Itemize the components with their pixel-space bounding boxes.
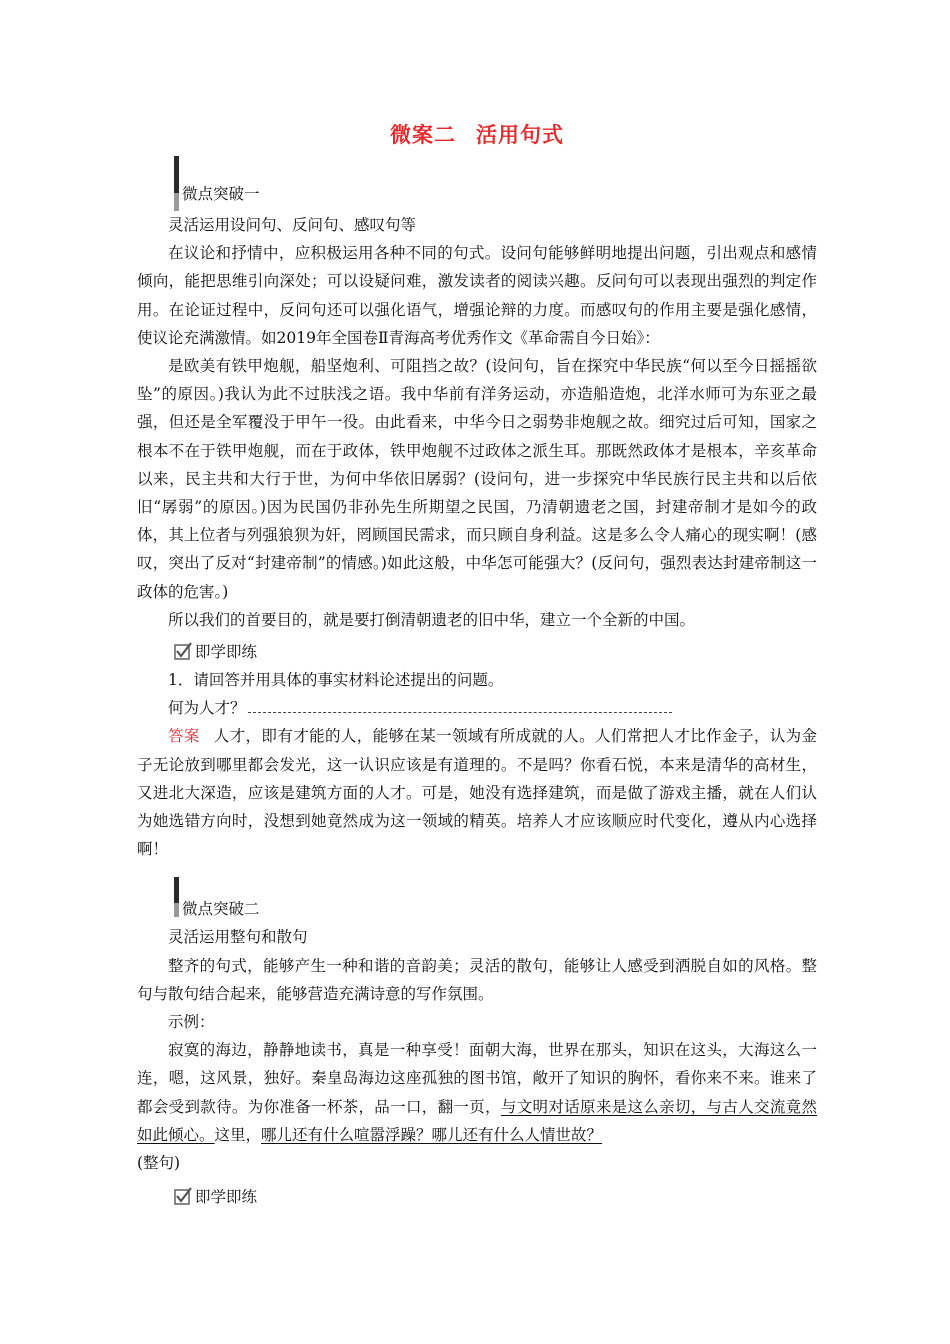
title-part-2: 活用句式 [476, 122, 564, 147]
answer-paragraph [137, 722, 817, 863]
section-1-conclusion: 所以我们的首要目的，就是要打倒清朝遗老的旧中华，建立一个全新的中国。 [168, 610, 696, 629]
section-2-example [137, 1036, 817, 1177]
title-part-1: 微案二 [390, 122, 456, 147]
example-label: 示例： [168, 1013, 215, 1032]
section-1-heading: 灵活运用设问句、反问句、感叹句等 [168, 216, 417, 234]
example-text: 寂寞的海边，静静地读书，真是一种享受！面朝大海，世界在那头，知识在这头，大海这么一连，嗯，这风景，独好。秦皇岛海边这座孤独的图书馆，敞开了知识的胸怀，看你来不来。谁来了都会受到款待。为你准备一杯茶，品一口，翻一页， [137, 1041, 817, 1116]
question-prompt [137, 694, 817, 722]
underlined-sentence-1: 与文明对话原来是这么亲切，与古人交流竟然如此倾心。 [137, 1097, 817, 1144]
section-1-example: 是欧美有铁甲炮舰，船坚炮利、可阻挡之故？(设问句，旨在探究中华民族“何以至今日摇摇欲坠”的原因。)我认为此不过肤浅之语。我中华前有洋务运动，亦造船造炮，北洋水师可为东亚之最强，但还是全军覆没于甲午一役。由此看来，中华今日之弱势非炮舰之故。细究过后可知，国家之根本不在于铁甲炮舰，而在于政体，铁甲炮舰不过政体之派生耳。那既然政体才是根本，辛亥革命以来，民主共和大行于世，为何中华依旧孱弱？(设问句，进一步探究中华民族行民主共和以后依旧“孱弱”的原因。)因为民国仍非孙先生所期望之民国，乃清朝遗老之国，封建帝制才是如今的政体，其上位者与列强狼狈为奸，罔顾国民需求，而只顾自身利益。这是多么令人痛心的现实啊！(感叹，突出了反对“封建帝制”的情感。)如此这般，中华怎可能强大？(反问句，强烈表达封建帝制这一政体的危害。) [137, 357, 817, 601]
section-2-intro: 整齐的句式，能够产生一种和谐的音韵美；灵活的散句，能够让人感受到洒脱自如的风格。整句与散句结合起来，能够营造充满诗意的写作氛围。 [137, 956, 817, 1003]
checkmark-icon [174, 1187, 192, 1205]
section-2-heading: 灵活运用整句和散句 [168, 928, 308, 947]
answer-blank [248, 697, 672, 713]
answer-label: 答案 [168, 727, 200, 746]
answer-text: 人才，即有才能的人，能够在某一领域有所成就的人。人们常把人才比作金子，认为金子无论放到哪里都会发光，这一认识应该是有道理的。不是吗？你看石悦，本来是清华的高材生，又进北大深造，应该是建筑方面的人才。可是，她没有选择建筑，而是做了游戏主播，就在人们认为她选错方向时，没想到她竟然成为这一领域的精英。培养人才应该顺应时代变化，遵从内心选择啊！ [137, 727, 817, 859]
example-note: (整句) [137, 1154, 181, 1173]
prompt-text: 何为人才？ [168, 699, 246, 718]
section-2-label: 微点突破二 [182, 900, 260, 919]
practice-header-2 [137, 1181, 817, 1211]
practice-header-1 [137, 636, 817, 666]
section-1-label: 微点突破一 [182, 185, 260, 203]
section-1-intro: 在议论和抒情中，应积极运用各种不同的句式。设问句能够鲜明地提出问题，引出观点和感情倾向，能把思维引向深处；可以设疑问难，激发读者的阅读兴趣。反问句可以表现出强烈的判定作用。在论证过程中，反问句还可以强化语气，增强论辩的力度。而感叹句的作用主要是强化感情，使议论充满激情。如2019年全国卷Ⅱ青海高考优秀作文《革命需自今日始》： [137, 244, 817, 347]
checkmark-icon [174, 642, 192, 660]
practice-label-1: 即学即练 [195, 643, 258, 662]
document-page [137, 118, 817, 1211]
underlined-sentence-2: 哪儿还有什么喧嚣浮躁？哪儿还有什么人情世故？ [261, 1125, 603, 1144]
question-1: 1．请回答并用具体的事实材料论述提出的问题。 [168, 671, 504, 690]
example-mid-text: 这里， [214, 1125, 262, 1144]
section-2-header [137, 877, 817, 923]
practice-label-2: 即学即练 [195, 1188, 258, 1207]
page-title [137, 118, 817, 152]
section-1-header [137, 170, 817, 211]
